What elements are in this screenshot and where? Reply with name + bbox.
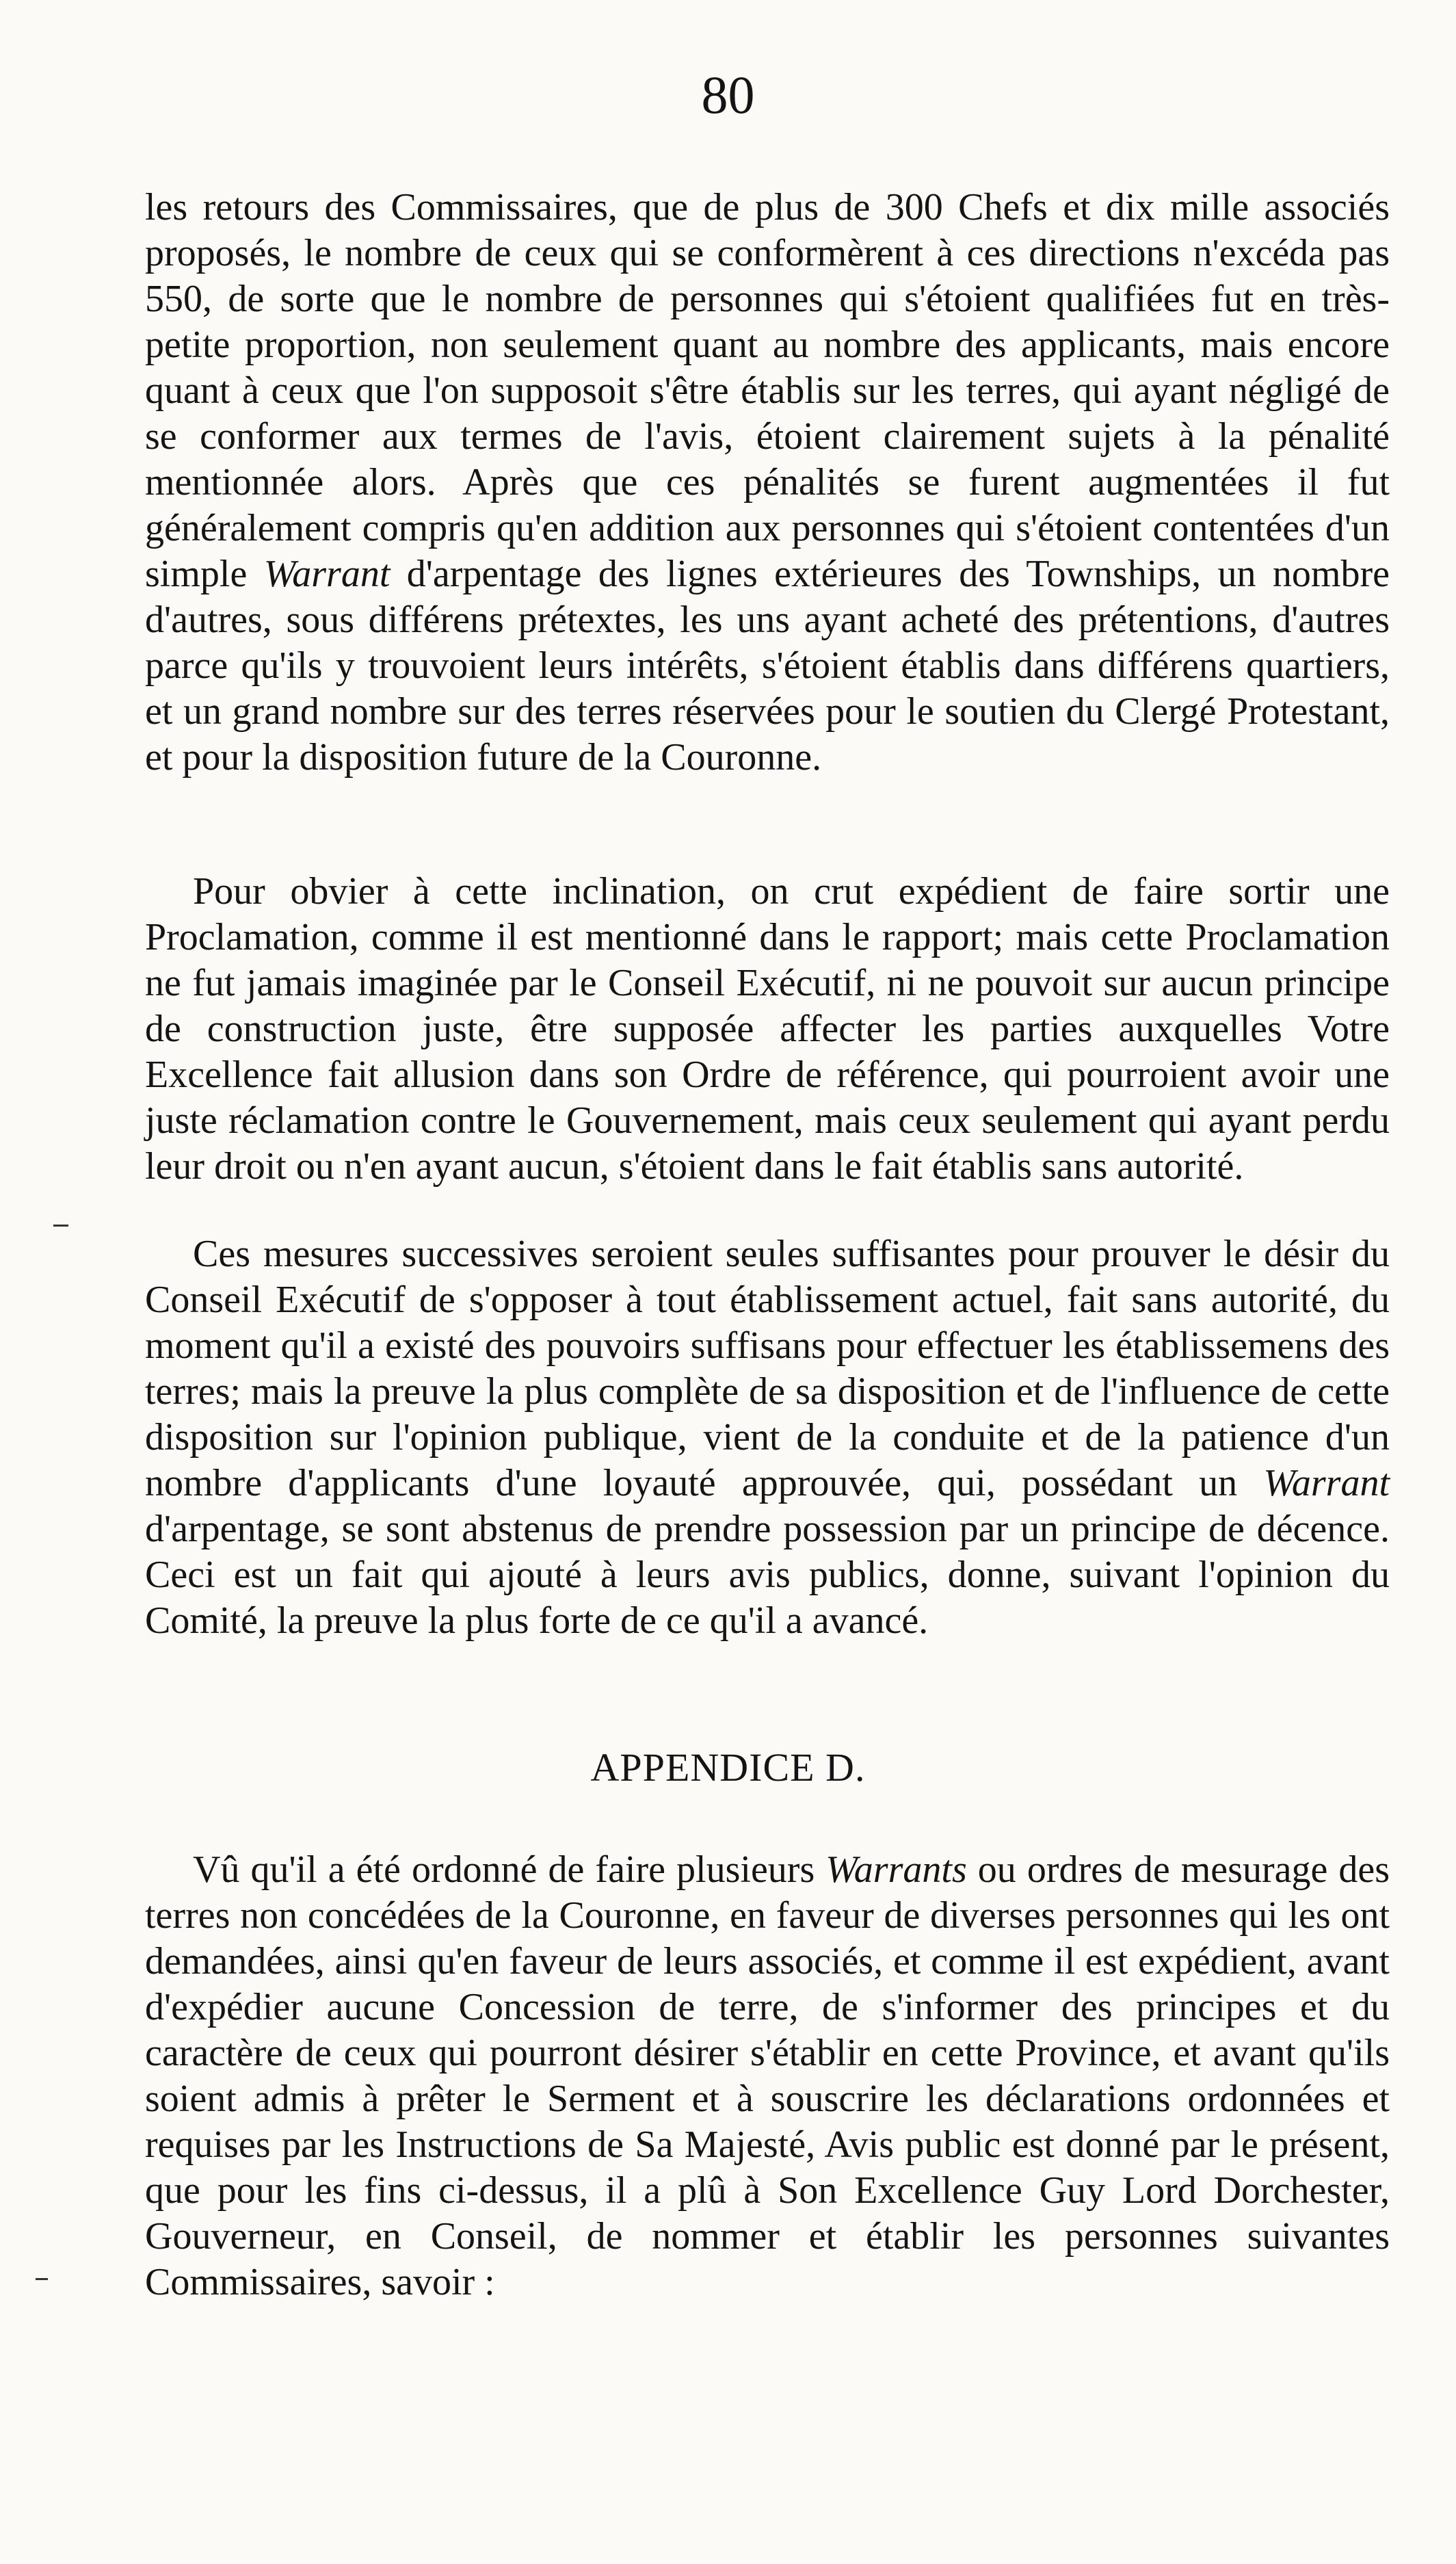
appendix-heading: APPENDICE D. <box>590 1745 866 1790</box>
paragraph-2-text: Pour obvier à cette inclination, on crut expédient de faire sortir une Proclamation, comme il est mentionné dans le rapport; mais cette Proclamation ne fut jamais imaginée par le Conseil Exécutif, ni ne pouvoit sur aucun principe de construction juste, être supposée affecter les parties auxquelles Votre Excellence fait allusion dans son Ordre de référence, qui pourroient avoir une juste réclamation contre le Gouvernement, mais ceux seulement qui ayant perdu leur droit ou n'en ayant aucun, s'étoient dans le fait établis sans autorité. <box>145 870 1390 1188</box>
page-number: 80 <box>701 65 755 125</box>
paragraph-1-text-b: d'arpentage des lignes extérieures des Townships, un nombre d'autres, sous différens prétextes, les uns ayant acheté des prétentions, d'autres parce qu'ils y trouvoient leurs intérêts, s'étoient établis dans différens quartiers, et un grand nombre sur des terres réservées pour le soutien du Clergé Protestant, et pour la disposition future de la Couronne. <box>145 553 1390 779</box>
margin-mark-1 <box>53 1225 68 1227</box>
paragraph-1-text-a: les retours des Commissaires, que de plus de 300 Chefs et dix mille associés proposés, le nombre de ceux qui se conformèrent à ces directions n'excéda pas 550, de sorte que le nombre de personnes qui s'étoient qualifiées fut en très-petite proportion, non seulement quant au nombre des applicants, mais encore quant à ceux que l'on supposoit s'être établis sur les terres, qui ayant négligé de se conformer aux termes de l'avis, étoient clairement sujets à la pénalité mentionnée alors. Après que ces pénalités se furent augmentées il fut généralement compris qu'en addition aux personnes qui s'étoient contentées d'un simple <box>145 186 1390 595</box>
paragraph-2 <box>145 869 1390 1190</box>
appendix-paragraph <box>145 1847 1390 2305</box>
paragraph-3-text-a: Ces mesures successives seroient seules suffisantes pour prouver le désir du Conseil Exécutif de s'opposer à tout établissement actuel, fait sans autorité, du moment qu'il a existé des pouvoirs suffisans pour effectuer les établissemens des terres; mais la preuve la plus complète de sa disposition et de l'influence de cette disposition sur l'opinion publique, vient de la conduite et de la patience d'un nombre d'applicants d'une loyauté approuvée, qui, possédant un <box>145 1233 1390 1504</box>
paragraph-3 <box>145 1231 1390 1644</box>
paragraph-3-text-b: d'arpentage, se sont abstenus de prendre possession par un principe de décence. Ceci est un fait qui ajouté à leurs avis publics, donne, suivant l'opinion du Comité, la preuve la plus forte de ce qu'il a avancé. <box>145 1508 1390 1642</box>
paragraph-1-italic-warrant: Warrant <box>263 553 391 595</box>
paragraph-1 <box>145 185 1390 781</box>
paragraph-3-italic-warrant: Warrant <box>1263 1462 1390 1504</box>
appendix-text-b: ou ordres de mesurage des terres non concédées de la Couronne, en faveur de diverses personnes qui les ont demandées, ainsi qu'en faveur de leurs associés, et comme il est expédient, avant d'expédier aucune Concession de terre, de s'informer des principes et du caractère de ceux qui pourront désirer s'établir en cette Province, et avant qu'ils soient admis à prêter le Serment et à souscrire les déclarations ordonnées et requises par les Instructions de Sa Majesté, Avis public est donné par le présent, que pour les fins ci-dessus, il a plû à Son Excellence Guy Lord Dorchester, Gouverneur, en Conseil, de nommer et établir les personnes suivantes Commissaires, savoir : <box>145 1848 1390 2303</box>
appendix-text-a: Vû qu'il a été ordonné de faire plusieurs <box>193 1848 826 1891</box>
appendix-italic-warrants: Warrants <box>825 1848 967 1891</box>
margin-mark-2 <box>36 2278 48 2280</box>
